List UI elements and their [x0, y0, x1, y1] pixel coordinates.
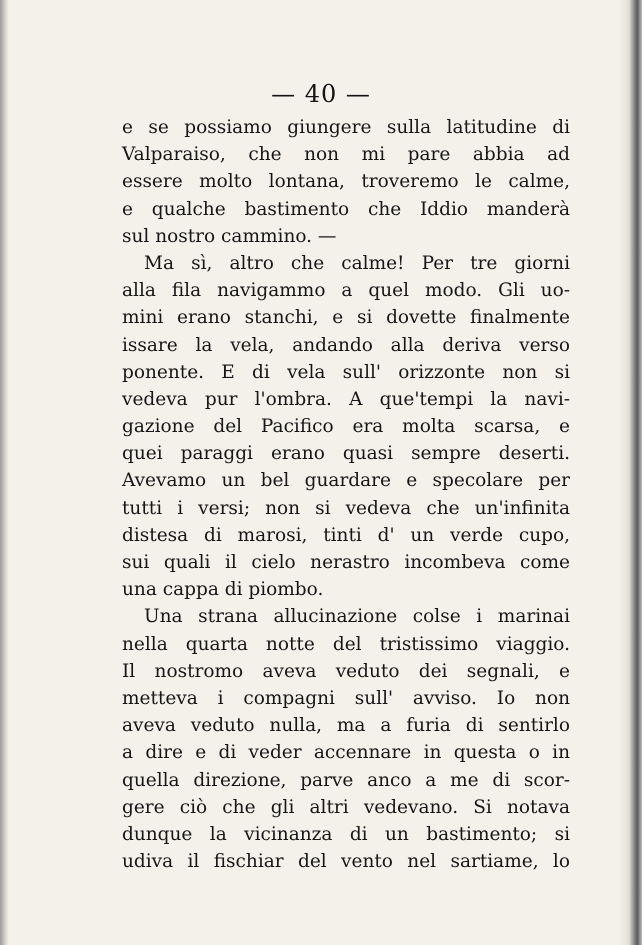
page-number: — 40 —: [271, 80, 371, 108]
text-line: Avevamo un bel guardare e specolare per: [122, 470, 570, 492]
text-line: metteva i compagni sull' avviso. Io non: [122, 687, 570, 709]
text-line: a dire e di veder accennare in questa o in: [122, 742, 570, 764]
text-line: e se possiamo giungere sulla latitudine di: [122, 117, 570, 138]
text-line: gazione del Pacifico era molta scarsa, e: [122, 416, 570, 438]
text-line: essere molto lontana, troveremo le calme,: [122, 171, 570, 193]
text-line: gere ciò che gli altri vedevano. Si notava: [122, 796, 570, 818]
page-left-edge: [0, 0, 9, 945]
text-line: una cappa di piombo.: [122, 579, 324, 601]
text-line: sul nostro cammino. —: [122, 225, 337, 247]
text-line: dunque la vicinanza di un bastimento; si: [122, 823, 570, 845]
text-line: udiva il fischiar del vento nel sartiame, lo: [122, 851, 570, 873]
text-line: quella direzione, parve anco a me di scor-: [122, 769, 570, 791]
body-text: [122, 114, 570, 875]
text-line: nella quarta notte del tristissimo viaggio.: [122, 633, 570, 655]
text-line: Una strana allucinazione colse i marinai: [144, 606, 570, 628]
text-line: alla fila navigammo a quel modo. Gli uo-: [122, 280, 570, 302]
text-line: aveva veduto nulla, ma a furia di sentirlo: [122, 715, 570, 737]
text-line: e qualche bastimento che Iddio manderà: [122, 198, 570, 220]
text-line: Ma sì, altro che calme! Per tre giorni: [144, 252, 570, 274]
text-line: Il nostromo aveva veduto dei segnali, e: [122, 660, 570, 682]
text-line: issare la vela, andando alla deriva verso: [122, 334, 570, 356]
text-line: distesa di marosi, tinti d' un verde cupo,: [122, 524, 570, 546]
text-line: sui quali il cielo nerastro incombeva come: [122, 552, 570, 573]
page-right-edge-binding: [618, 0, 642, 945]
text-line: tutti i versi; non si vedeva che un'infinita: [122, 497, 570, 519]
text-line: vedeva pur l'ombra. A que'tempi la navi-: [122, 388, 570, 410]
text-line: mini erano stanchi, e si dovette finalmente: [122, 307, 570, 329]
text-line: Valparaiso, che non mi pare abbia ad: [122, 144, 570, 166]
text-line: ponente. E di vela sull' orizzonte non si: [122, 361, 570, 383]
text-line: quei paraggi erano quasi sempre deserti.: [122, 443, 570, 465]
